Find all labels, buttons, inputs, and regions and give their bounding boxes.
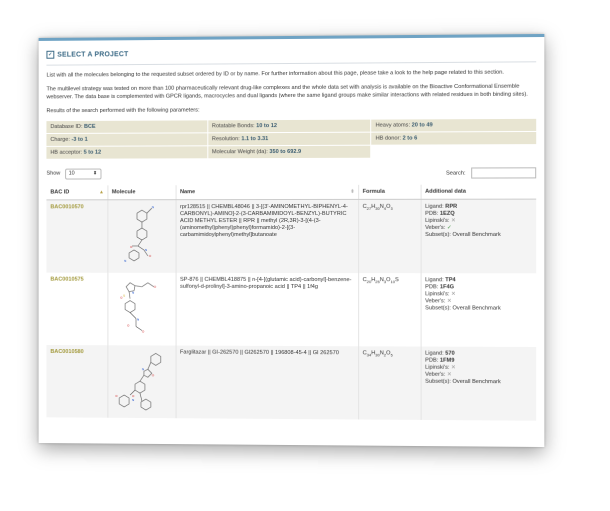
- svg-text:O: O: [114, 393, 118, 398]
- chevron-updown-icon: ⬍: [92, 170, 98, 177]
- svg-text:N: N: [141, 367, 144, 372]
- cross-icon: ✕: [451, 217, 456, 224]
- molecule-structure-image: [107, 345, 175, 418]
- svg-text:O: O: [153, 284, 156, 289]
- intro-paragraph-3: Results of the search performed with the following parameters:: [46, 107, 200, 115]
- svg-text:O: O: [151, 373, 154, 378]
- molecule-formula: $C_{34}H_{30}N_2O_5$: [358, 346, 420, 420]
- svg-text:O: O: [131, 394, 134, 399]
- cross-icon: ✕: [446, 298, 452, 305]
- molecule-name: Farglitazar || GI-262570 || GI262570 || 196808-45-4 || GI 262570: [176, 346, 359, 420]
- svg-text:N: N: [123, 258, 126, 263]
- header-bac-id[interactable]: BAC ID ▲: [46, 185, 107, 199]
- param-heavy-atoms: Heavy atoms: 20 to 49: [372, 119, 537, 132]
- intro-paragraph-2: The multilevel strategy was tested on more than 100 pharmaceutically relevant drug-like complexes and the whole data set with analysis is available on the Bioactive Conformational Ensemble webserver. The data base is complemented with GPCR ligands, macrocycles and dual ligands (where the same ligand groups make similar interactions with related residues in both binding sites).: [46, 83, 528, 101]
- molecule-formula: $C_{27}H_{30}N_4O_3$: [358, 199, 420, 273]
- show-entries: [46, 169, 101, 180]
- bac-id-link[interactable]: BAC0010580: [46, 345, 107, 418]
- table-row: [46, 345, 536, 421]
- search-label: Search:: [446, 170, 466, 177]
- sort-asc-icon: ▲: [99, 189, 104, 196]
- molecule-structure-image: [107, 273, 175, 346]
- bac-id-link[interactable]: BAC0010570: [46, 200, 107, 273]
- header-molecule: Molecule: [107, 185, 175, 200]
- svg-text:N: N: [131, 398, 134, 403]
- param-hb-acceptor: HB acceptor: 5 to 12: [46, 146, 207, 158]
- section-title: [46, 47, 536, 59]
- show-label: Show: [46, 170, 61, 177]
- results-panel: [39, 34, 545, 447]
- svg-text:S: S: [122, 293, 125, 298]
- svg-text:N: N: [136, 317, 139, 322]
- additional-data: Ligand: TP4 PDB: 1F4G Lipinski's: ✕ Veber's: ✕ Subset(s): Overall Benchmark: [421, 273, 537, 347]
- additional-data: Ligand: 570 PDB: 1FM9 Lipinski's: ✕ Veber's: ✕ Subset(s): Overall Benchmark: [421, 347, 537, 421]
- intro-paragraph-1: List with all the molecules belonging to the requested subset ordered by ID or by name. For further information about this page, please take a look to the help page related to this section.: [46, 69, 504, 79]
- header-additional-data: Additional data: [421, 184, 537, 199]
- additional-data: Ligand: RPR PDB: 1EZQ Lipinski's: ✕ Veber's: ✓ Subset(s): Overall Benchmark: [421, 199, 537, 273]
- molecule-name: SP-876 || CHEMBL418875 || n-[4-[(glutamic acid)-carbonyl]-benzene-sulfonyl-d-prolinyl]-3-amino-propanoic acid || TP4 || 1f4g: [176, 273, 359, 346]
- molecule-structure-image: [107, 200, 175, 273]
- entries-select[interactable]: 10 ⬍: [65, 169, 101, 180]
- svg-text:O: O: [148, 253, 151, 258]
- checkbox-icon: ✓: [48, 51, 53, 58]
- search-area: [446, 167, 536, 178]
- header-name[interactable]: Name ⬍: [176, 185, 359, 200]
- molecule-name: rpr128515 || CHEMBL48046 || 3-[(3'-AMINOMETHYL-BIPHENYL-4-CARBONYL)-AMINO]-2-(3-CARBAMIMIDOYL-BENZYL)-BUTYRIC ACID METHYL ESTER || RPR || methyl (2R,3R)-3-[(4-(3-(aminomethyl)phenyl)phenyl)formamido)-2-[(3-carbamimidoylphenyl)methyl]butanoate: [176, 199, 359, 273]
- param-rotatable-bonds: Rotatable Bonds: 10 to 12: [208, 120, 371, 133]
- svg-text:O: O: [119, 295, 123, 300]
- search-parameters: [46, 119, 536, 159]
- param-resolution: Resolution: 1.1 to 3.31: [208, 133, 371, 146]
- svg-text:O: O: [126, 323, 129, 328]
- table-row: [46, 273, 536, 347]
- param-database-id: Database ID: BCE: [46, 120, 207, 133]
- molecule-formula: $C_{20}H_{25}N_3O_{10}S$: [358, 273, 420, 346]
- svg-text:O: O: [129, 244, 132, 249]
- svg-text:O: O: [141, 329, 144, 334]
- search-input[interactable]: [471, 167, 536, 178]
- cross-icon: ✕: [446, 371, 452, 378]
- svg-text:N: N: [131, 290, 134, 295]
- cross-icon: ✕: [451, 291, 456, 298]
- cross-icon: ✕: [451, 364, 456, 371]
- header-formula: Formula: [358, 185, 420, 200]
- param-charge: Charge: -3 to 1: [46, 133, 207, 146]
- param-molecular-weight: Molecular Weight (da): 350 to 692.9: [208, 146, 371, 159]
- param-hb-donor: HB donor: 2 to 6: [372, 132, 537, 145]
- check-icon: ✓: [446, 224, 452, 231]
- table-row: [46, 199, 536, 273]
- sort-icon: ⬍: [350, 188, 355, 195]
- svg-text:N: N: [144, 247, 147, 252]
- molecules-table: [46, 184, 536, 420]
- svg-text:N: N: [151, 205, 154, 210]
- section-title-text: SELECT A PROJECT: [57, 50, 129, 59]
- bac-id-link[interactable]: BAC0010575: [46, 273, 107, 346]
